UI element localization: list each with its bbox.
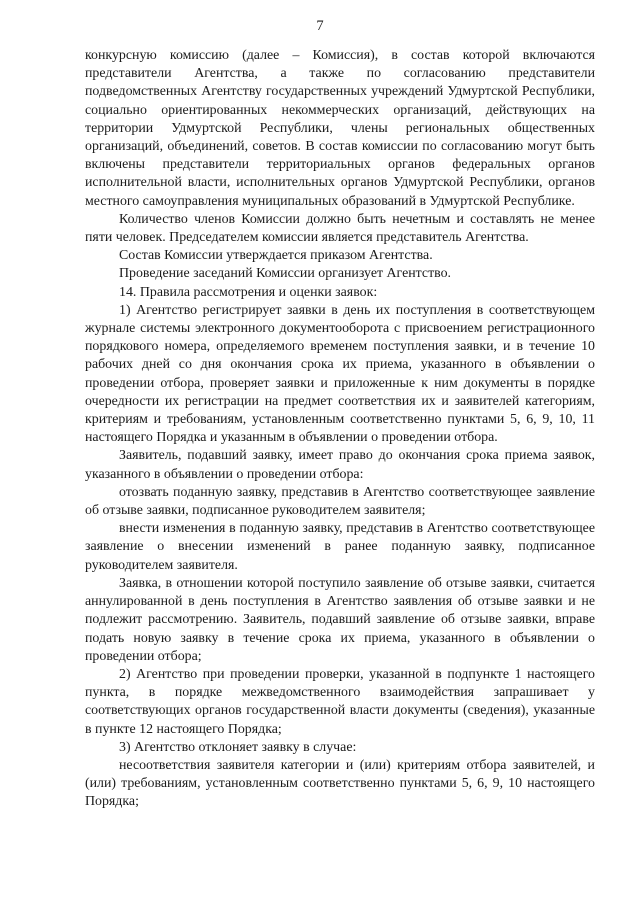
paragraph-item-3: 3) Агентство отклоняет заявку в случае:: [119, 739, 357, 755]
paragraph-withdrawn-application: Заявка, в отношении которой поступило заявление об отзыве заявки, считается аннулированной в день поступления в Агентство заявления об отзыве заявки и не подлежит рассмотрению. Заявитель, подавший заявление об отзыве заявки, вправе подать новую заявку в течение срока их приема, указанного в объявлении о проведении отбора;: [85, 575, 595, 664]
paragraph-section-14-heading: 14. Правила рассмотрения и оценки заявок:: [119, 284, 378, 300]
paragraph-composition-approval: Состав Комиссии утверждается приказом Агентства.: [119, 248, 433, 264]
paragraph-applicant-rights: Заявитель, подавший заявку, имеет право до окончания срока приема заявок, указанного в объявлении о проведении отбора:: [85, 448, 595, 482]
paragraph-amend-application: внести изменения в поданную заявку, представив в Агентство соответствующее заявление о внесении изменений в ранее поданную заявку, подписанное руководителем заявителя.: [85, 521, 595, 573]
paragraph-withdraw-application: отозвать поданную заявку, представив в Агентство соответствующее заявление об отзыве заявки, подписанное руководителем заявителя;: [85, 484, 595, 519]
paragraph-item-2: 2) Агентство при проведении проверки, указанной в подпункте 1 настоящего пункта, в порядке межведомственного взаимодействия запрашивает у соответствующих органов государственной власти документы (сведения), указанные в пункте 12 настоящего Порядка;: [85, 666, 595, 737]
paragraph-commission-composition: конкурсную комиссию (далее – Комиссия), в состав которой включаются представители Агентства, а также по согласованию представители подведомственных Агентству государственных учреждений Удмуртской Республики, социально ориентированных некоммерческих организаций, действующих на территории Удмуртской Республики, члены региональных общественных организаций, объединений, советов. В состав комиссии по согласованию могут быть включены представители территориальных органов федеральных органов исполнительной власти, исполнительных органов Удмуртской Республики, органов местного самоуправления муниципальных образований в Удмуртской Республике.: [85, 48, 595, 209]
document-body: [85, 47, 595, 812]
paragraph-meetings: Проведение заседаний Комиссии организует Агентство.: [119, 266, 452, 282]
page-number: 7: [316, 18, 324, 34]
paragraph-members-count: Количество членов Комиссии должно быть нечетным и составлять не менее пяти человек. Председателем комиссии является представитель Агентства.: [85, 211, 595, 246]
paragraph-noncompliance: несоответствия заявителя категории и (или) критериям отбора заявителей, и (или) требованиям, установленным соответственно пунктами 5, 6, 9, 10 настоящего Порядка;: [85, 757, 595, 810]
paragraph-item-1: 1) Агентство регистрирует заявки в день их поступления в соответствующем журнале системы электронного документооборота с присвоением регистрационного порядкового номера, определяемого временем поступления заявки, и в течение 10 рабочих дней со дня окончания срока их приема, указанного в объявлении о проведении отбора, проверяет заявки и приложенные к ним документы в порядке очередности их регистрации на предмет соответствия их и заявителей категориям, критериям и требованиям, установленным соответственно пунктами 5, 6, 9, 10, 11 настоящего Порядка и указанным в объявлении о проведении отбора.: [85, 302, 595, 446]
